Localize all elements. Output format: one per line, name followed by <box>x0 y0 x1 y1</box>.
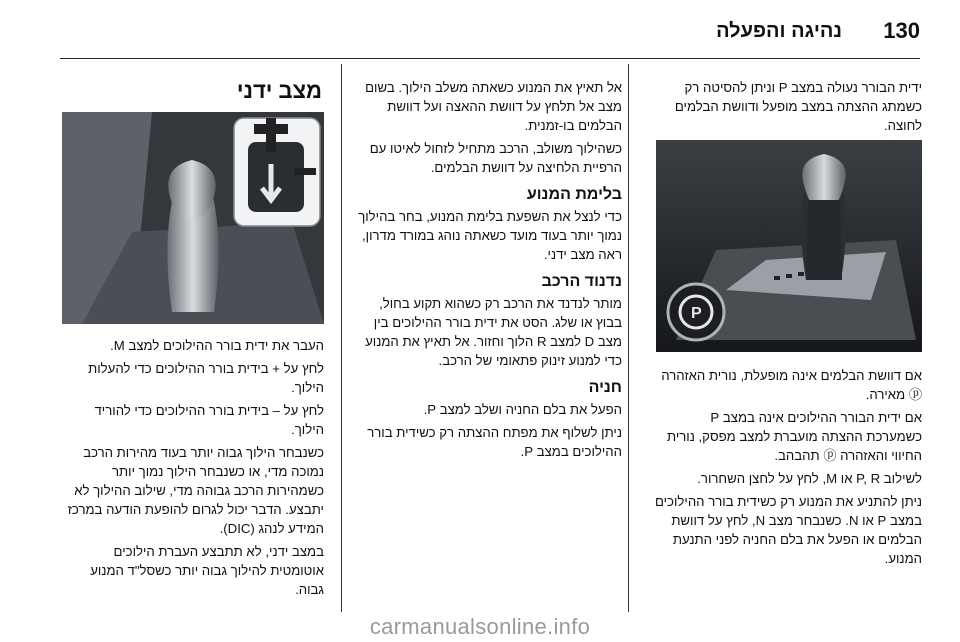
page-number: 130 <box>883 18 920 43</box>
parking-heading: חניה <box>588 379 622 396</box>
no-auto-upshift-paragraph: במצב ידני, לא תתבצע העברת הילוכים אוטומטית להילוך גבוה יותר כשסל"ד המנוע גבוה. <box>90 544 324 597</box>
svg-text:P: P <box>691 305 702 322</box>
page-section-title: נהיגה והפעלה <box>716 20 842 42</box>
engine-brake-paragraph: כדי לנצל את השפעת בלימת המנוע, בחר בהילוך נמוך יותר בעוד מועד כשאתה נוהג במורד מדרון, ראה מצב ידני. <box>358 209 622 262</box>
shift-inhibit-paragraph: כשנבחר הילוך גבוה יותר בעוד מהירות הרכב נמוכה מדי, או כשנבחר הילוך נמוך יותר כשמהירות הרכב גבוהה מדי, שילוב ההילוך לא יתבצע. הדבר יכול לגרום להופעת הודעה במרכז המידע לנהג (DIC). <box>67 445 324 536</box>
release-button-paragraph: לשילוב P, R או M, לחץ על לחצן השחרור. <box>697 471 922 486</box>
column-divider-left <box>341 64 342 612</box>
no-accelerate-paragraph: אל תאיץ את המנוע כשאתה משלב הילוך. בשום מצב אל תלחץ על דוושת ההאצה ועל דוושת הבלמים בו-זמנית. <box>365 80 622 133</box>
manual-shift-illustration <box>62 112 324 324</box>
downshift-paragraph: לחץ על – בידית בורר ההילוכים כדי להוריד הילוך. <box>94 403 324 437</box>
creep-paragraph: כשהילוך משולב, הרכב מתחיל לזחול לאיטו עם הרפיית הלחיצה על דוושת הבלמים. <box>369 141 622 175</box>
start-engine-paragraph: ניתן להתניע את המנוע רק כשידית בורר ההילוכים במצב P או N. כשנבחר מצב N, לחץ על דוושת הבלמים או הפעל את בלם החניה לפני התנעת המנוע. <box>654 494 922 566</box>
manual-mode-photo <box>62 112 324 324</box>
gear-selector-photo <box>656 140 922 352</box>
header-rule <box>60 58 920 59</box>
column-right-top <box>652 78 922 139</box>
parking-paragraph: הפעל את בלם החניה ושלב למצב P. <box>423 402 622 417</box>
column-right-bottom <box>652 366 922 572</box>
column-left <box>62 336 324 603</box>
brake-warning-paragraph: אם דוושת הבלמים אינה מופעלת, נורית האזהרה ⓟ מאירה. <box>661 368 922 402</box>
watermark-text: carmanualsonline.info <box>369 614 591 639</box>
engine-brake-heading: בלימת המנוע <box>526 186 622 203</box>
key-removal-paragraph: ניתן לשלוף את מפתח ההצתה רק כשידית בורר ההילוכים במצב P. <box>367 425 622 459</box>
intro-paragraph: ידית הבורר נעולה במצב P וניתן להסיטה רק כשמתג ההצתה במצב מופעל ודוושת הבלמים לחוצה. <box>674 80 922 133</box>
gear-selector-illustration <box>656 140 922 352</box>
manual-mode-title: מצב ידני <box>236 78 322 103</box>
rocking-paragraph: מותר לנדנד את הרכב רק כשהוא תקוע בחול, בבוץ או שלג. הסט את ידית בורר ההילוכים בין מצב D למצב R הלוך וחזור. אל תאיץ את המנוע כדי למנוע זינוק פתאומי של הרכב. <box>365 296 622 368</box>
park-flash-paragraph: אם ידית הבורר ההילוכים אינה במצב P כשמערכת ההצתה מועברת למצב מפסק, נורית החיווי והאזהרה ⓟ תהבהב. <box>666 410 922 463</box>
select-m-paragraph: העבר את ידית בורר ההילוכים למצב M. <box>110 338 324 353</box>
column-divider-right <box>628 64 629 612</box>
column-middle <box>356 78 622 465</box>
rocking-heading: נדנוד הרכב <box>541 273 622 290</box>
upshift-paragraph: לחץ על + בידית בורר ההילוכים כדי להעלות הילוך. <box>88 361 324 395</box>
